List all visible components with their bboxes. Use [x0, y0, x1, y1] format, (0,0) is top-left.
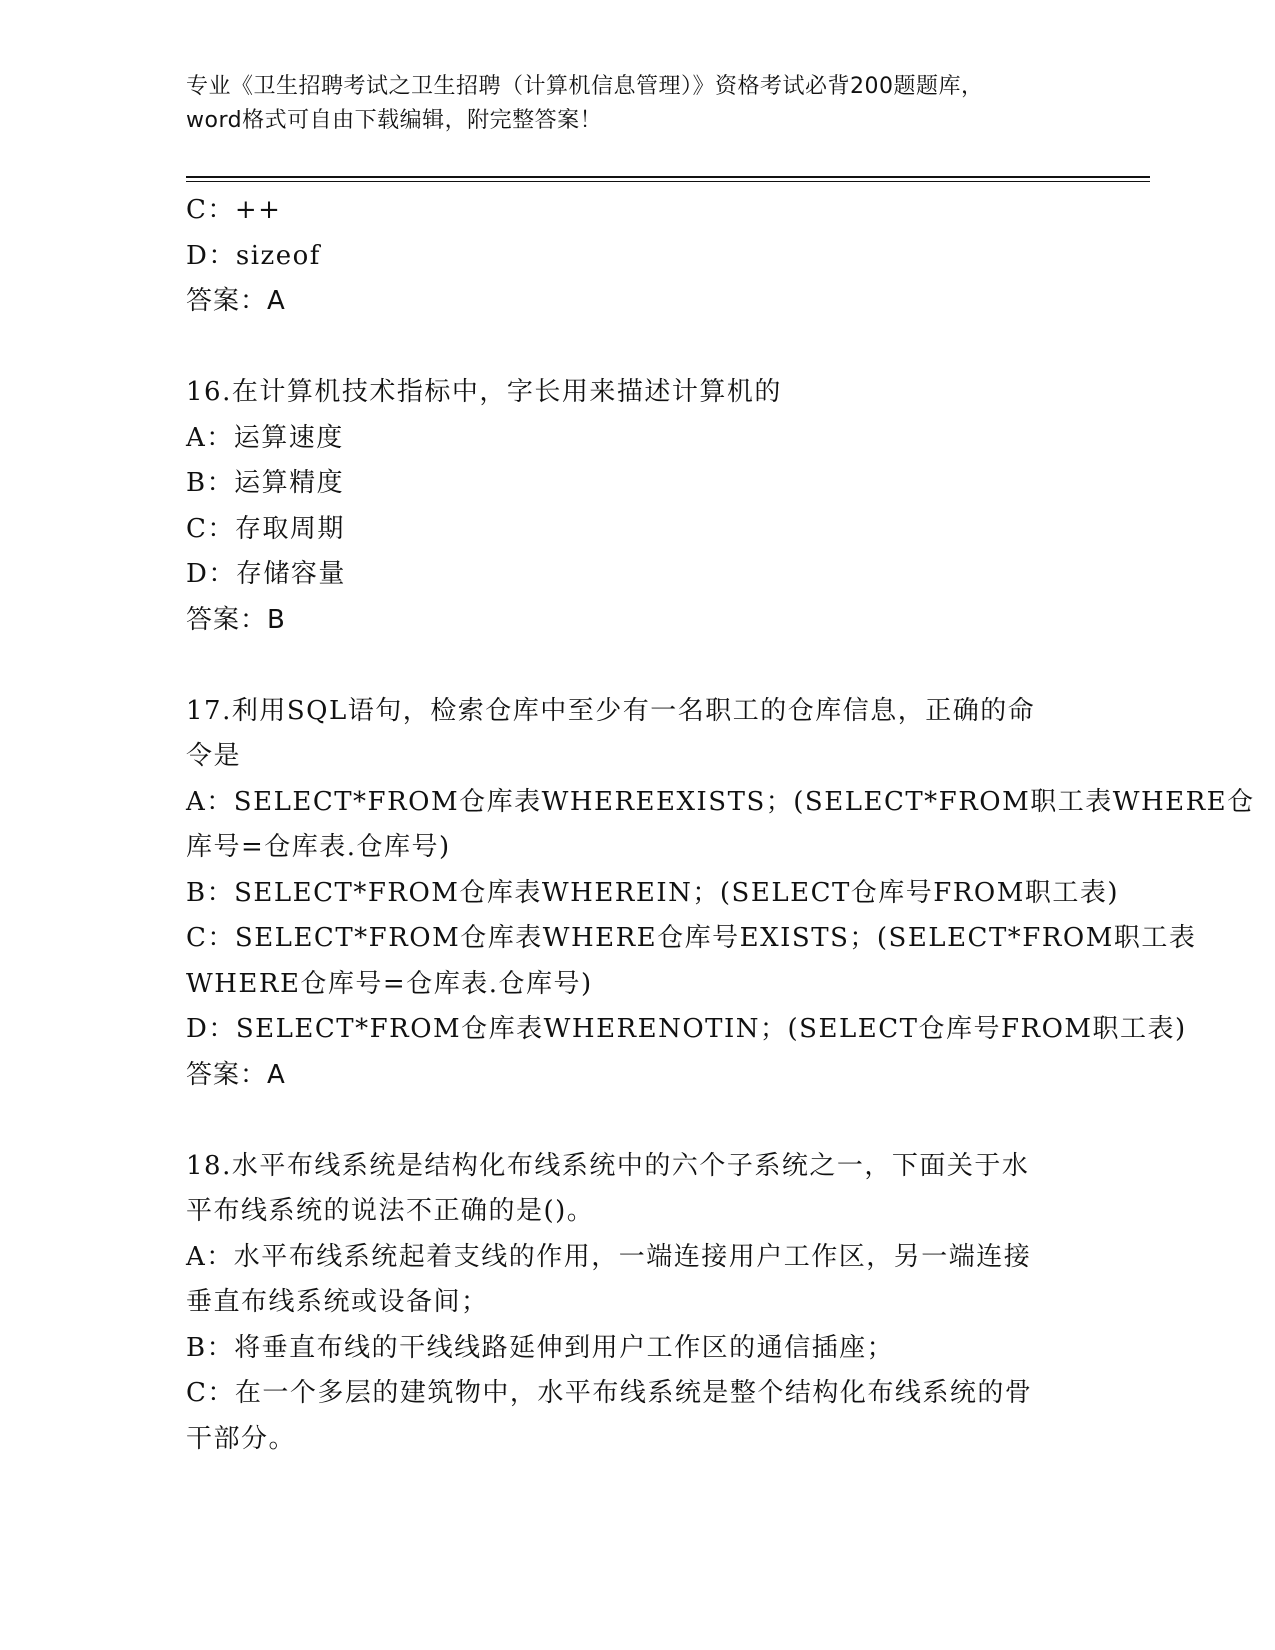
option-d: D：SELECT*FROM仓库表WHERENOTIN；(SELECT仓库号FROM职工表) [186, 1014, 1187, 1044]
question-17 [186, 689, 1255, 1099]
header-divider-thick [186, 176, 1150, 178]
option-b: B：运算精度 [186, 468, 345, 498]
page-header [186, 70, 1086, 138]
answer: 答案：A [186, 1059, 286, 1090]
question-16 [186, 370, 1086, 643]
option-a: A：运算速度 [186, 422, 344, 453]
answer: 答案：A [186, 286, 286, 316]
header-divider-thin [186, 181, 1150, 182]
option-c: C：存取周期 [186, 513, 345, 544]
option-b: B：SELECT*FROM仓库表WHEREIN；(SELECT仓库号FROM职工表) [186, 877, 1119, 908]
option-b: B：将垂直布线的干线线路延伸到用户工作区的通信插座； [186, 1332, 895, 1363]
question-stem-continued: 平布线系统的说法不正确的是()。 [186, 1196, 595, 1226]
option-c: C：在一个多层的建筑物中，水平布线系统是整个结构化布线系统的骨 [186, 1378, 1033, 1408]
header-line-2: word格式可自由下载编辑，附完整答案！ [186, 108, 603, 133]
spacer [186, 1098, 1086, 1144]
option-c: C：++ [186, 195, 282, 225]
header-line-1: 专业《卫生招聘考试之卫生招聘（计算机信息管理）》资格考试必背200题题库， [186, 74, 984, 99]
option-a: A：SELECT*FROM仓库表WHEREEXISTS；(SELECT*FROM职工表WHERE仓 [186, 786, 1255, 817]
question-stem-continued: 令是 [186, 741, 242, 771]
question-stem: 18.水平布线系统是结构化布线系统中的六个子系统之一，下面关于水 [186, 1150, 1030, 1181]
question-stem: 17.利用SQL语句，检索仓库中至少有一名职工的仓库信息，正确的命 [186, 695, 1036, 726]
question-18 [186, 1144, 1086, 1463]
option-d: D：存储容量 [186, 559, 346, 589]
prev-question [186, 188, 1086, 325]
spacer [186, 643, 1086, 689]
document-body [186, 188, 1255, 1462]
spacer [186, 325, 1086, 371]
question-stem: 16.在计算机技术指标中，字长用来描述计算机的 [186, 377, 782, 407]
option-c: C：SELECT*FROM仓库表WHERE仓库号EXISTS；(SELECT*FROM职工表 [186, 923, 1197, 953]
option-a-continued: 垂直布线系统或设备间； [186, 1287, 489, 1317]
answer: 答案：B [186, 604, 286, 635]
option-c-continued: 干部分。 [186, 1423, 297, 1454]
option-d: D：sizeof [186, 240, 321, 271]
option-a-continued: 库号=仓库表.仓库号) [186, 832, 451, 862]
option-a: A：水平布线系统起着支线的作用，一端连接用户工作区，另一端连接 [186, 1241, 1032, 1272]
option-c-continued: WHERE仓库号=仓库表.仓库号) [186, 968, 593, 999]
